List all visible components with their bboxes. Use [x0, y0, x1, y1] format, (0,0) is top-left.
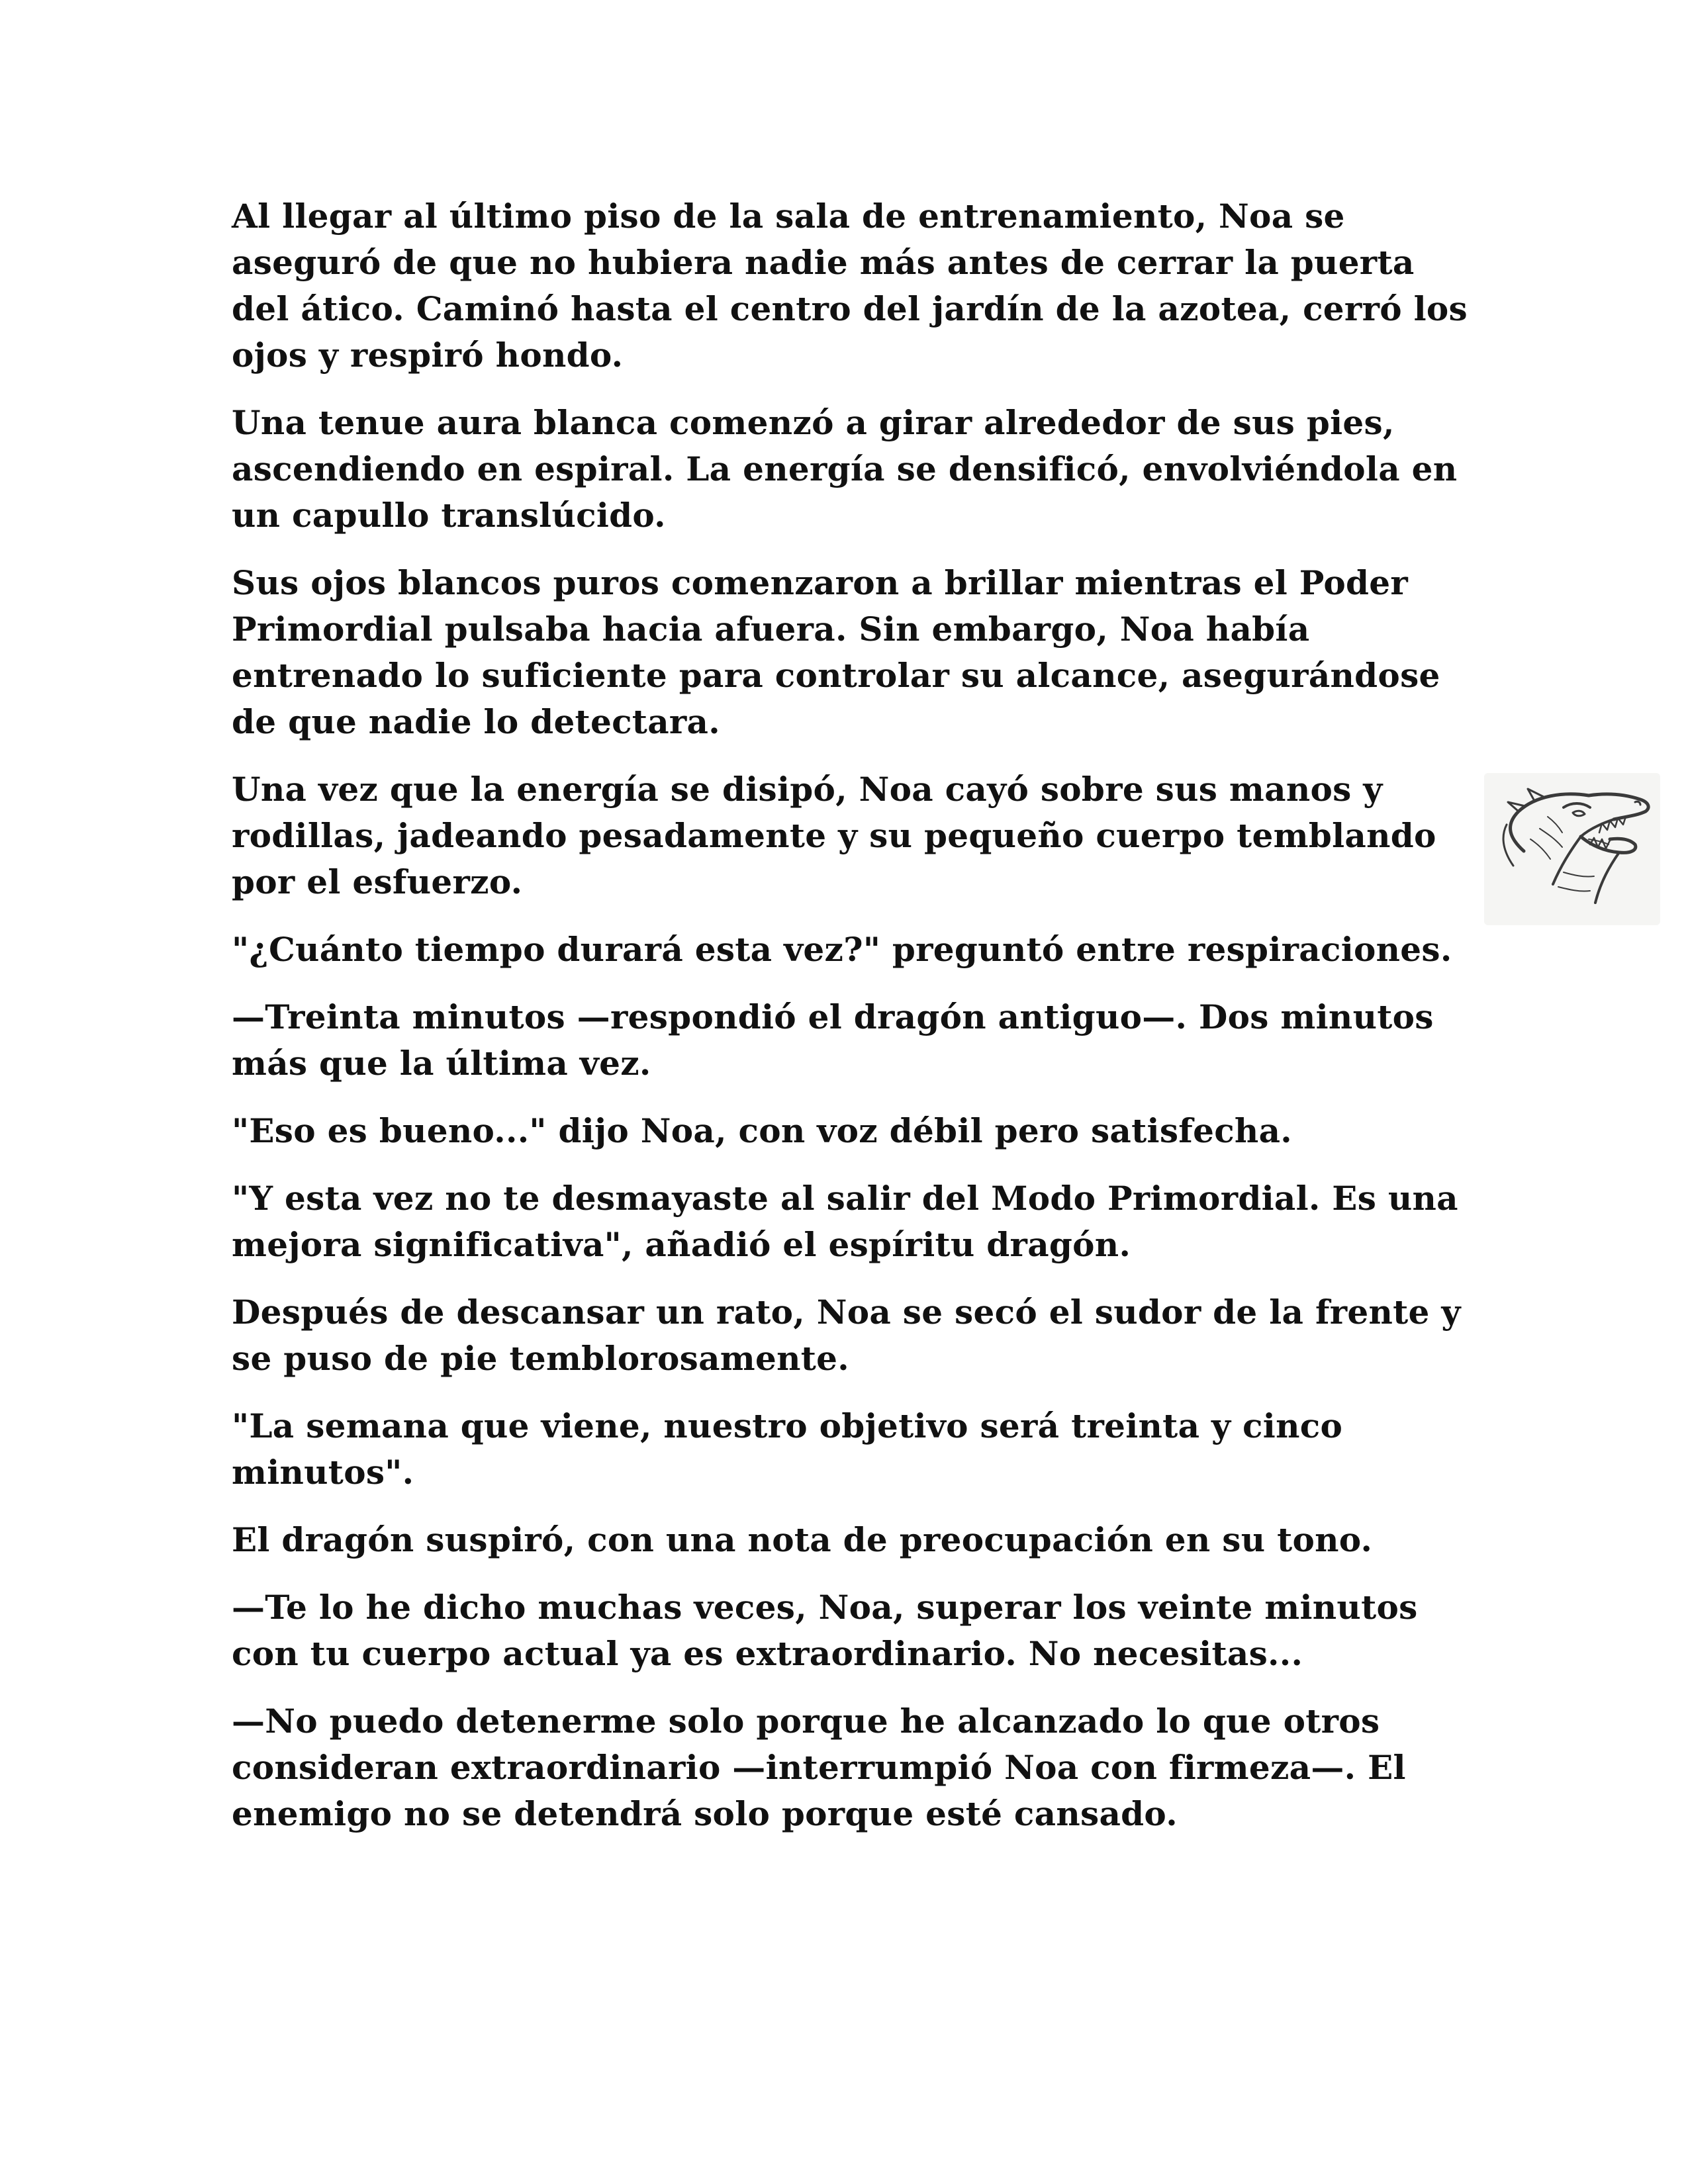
paragraph: Sus ojos blancos puros comenzaron a brillar mientras el Poder Primordial pulsaba hacia afuera. Sin embargo, Noa había entrenado lo suficiente para controlar su alcance, asegurándose de que nadie lo detectara. [232, 563, 1440, 741]
paragraph: "Eso es bueno..." dijo Noa, con voz débil pero satisfecha. [232, 1111, 1292, 1150]
story-text [232, 193, 1470, 1858]
paragraph: Una tenue aura blanca comenzó a girar alrededor de sus pies, ascendiendo en espiral. La energía se densificó, envolviéndola en un capullo translúcido. [232, 403, 1458, 535]
paragraph: El dragón suspiró, con una nota de preocupación en su tono. [232, 1520, 1373, 1559]
dragon-head-sketch-icon [1484, 773, 1660, 925]
paragraph: "Y esta vez no te desmayaste al salir del Modo Primordial. Es una mejora significativa", añadió el espíritu dragón. [232, 1179, 1458, 1264]
paragraph: —No puedo detenerme solo porque he alcanzado lo que otros consideran extraordinario —interrumpió Noa con firmeza—. El enemigo no se detendrá solo porque esté cansado. [232, 1702, 1406, 1833]
paragraph: Al llegar al último piso de la sala de entrenamiento, Noa se aseguró de que no hubiera nadie más antes de cerrar la puerta del ático. Caminó hasta el centro del jardín de la azotea, cerró los ojos y respiró hondo. [232, 197, 1468, 375]
paragraph: —Treinta minutos —respondió el dragón antiguo—. Dos minutos más que la última vez. [232, 997, 1434, 1083]
paragraph: Después de descansar un rato, Noa se secó el sudor de la frente y se puso de pie temblorosamente. [232, 1293, 1461, 1378]
paragraph: "La semana que viene, nuestro objetivo será treinta y cinco minutos". [232, 1406, 1343, 1492]
paragraph: Una vez que la energía se disipó, Noa cayó sobre sus manos y rodillas, jadeando pesadamente y su pequeño cuerpo temblando por el esfuerzo. [232, 770, 1436, 901]
paragraph: "¿Cuánto tiempo durará esta vez?" preguntó entre respiraciones. [232, 930, 1452, 969]
paragraph: —Te lo he dicho muchas veces, Noa, superar los veinte minutos con tu cuerpo actual ya es extraordinario. No necesitas... [232, 1588, 1418, 1673]
